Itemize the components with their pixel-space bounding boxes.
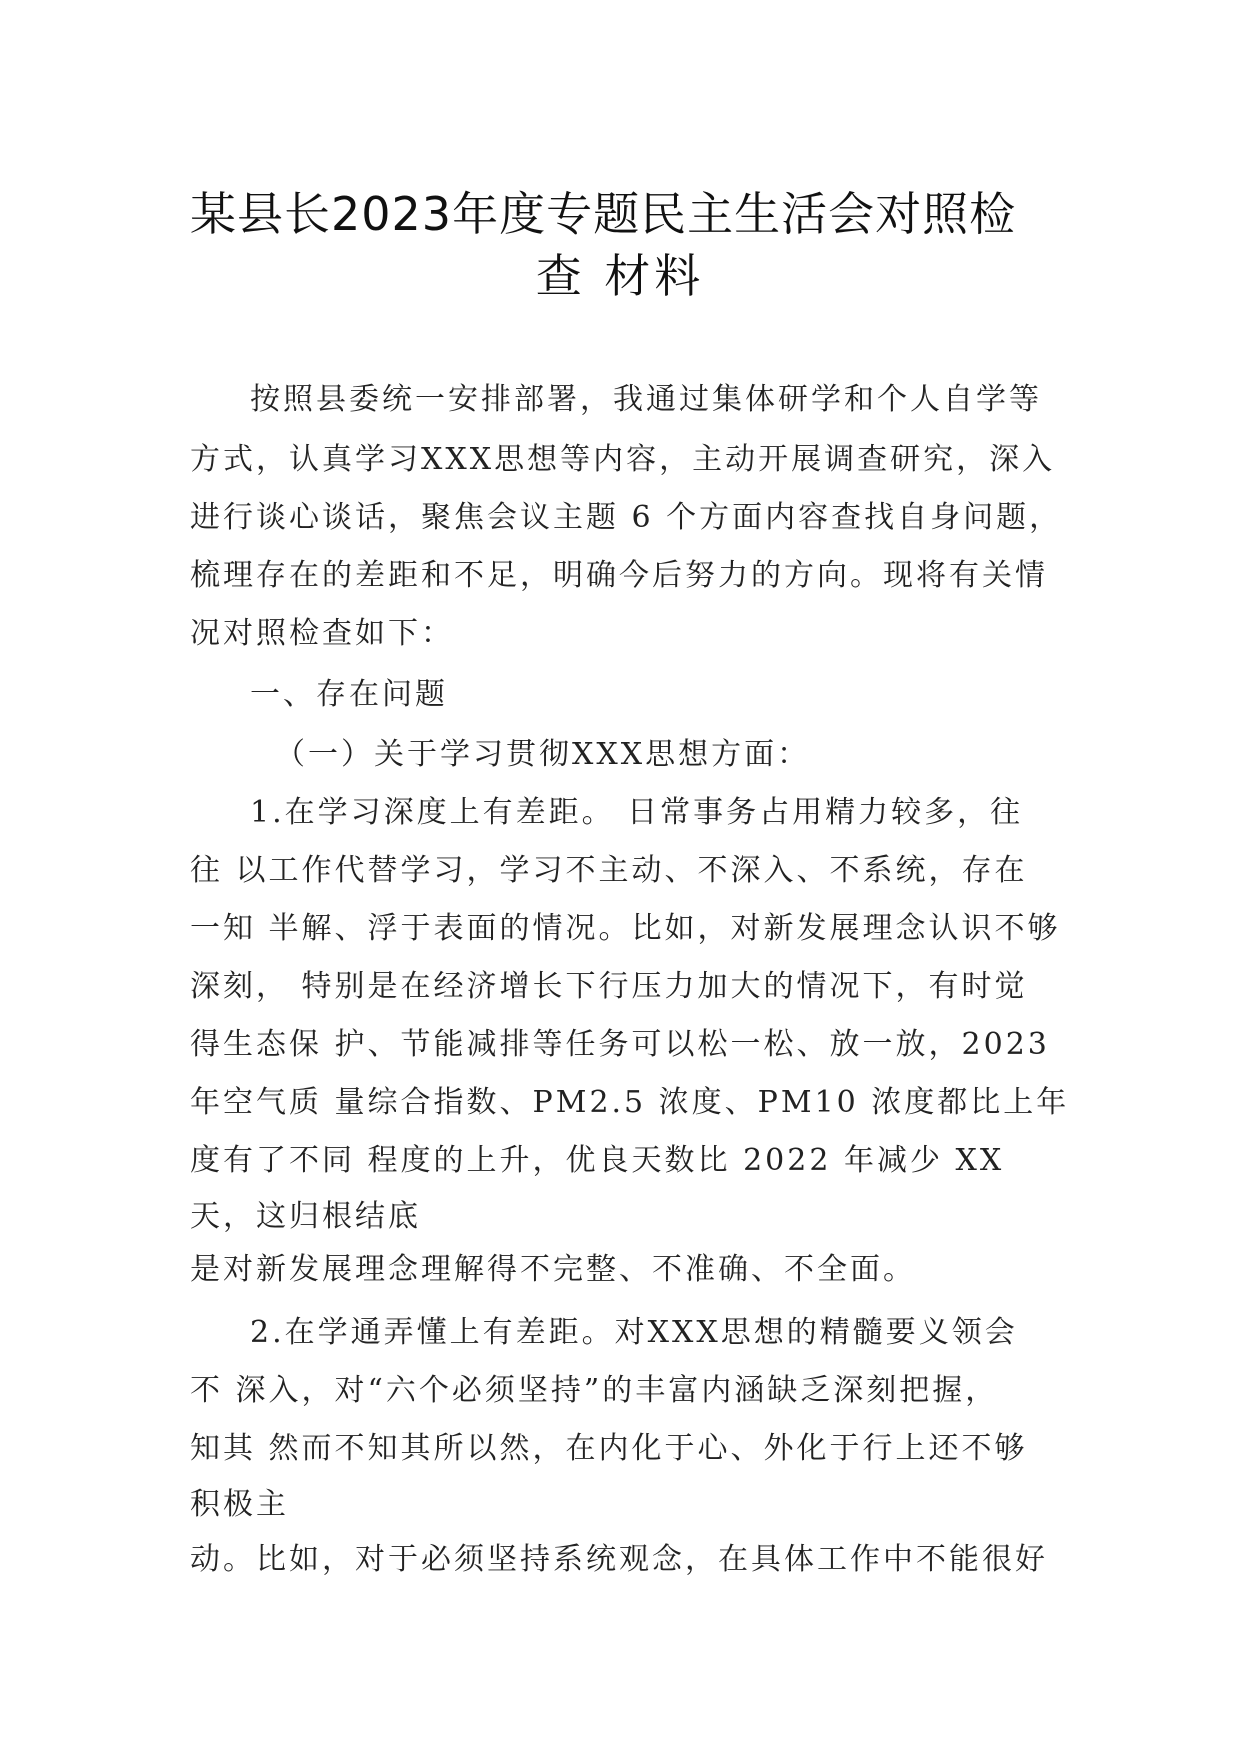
paragraph-line: 不 深入，对“六个必须坚持”的丰富内涵缺乏深刻把握， — [190, 1373, 999, 1408]
subsection-heading: （一）关于学习贯彻XXX思想方面： — [275, 737, 811, 772]
document-title-line-1: 某县长2023年度专题民主生活会对照检 — [190, 187, 1017, 241]
paragraph-line: 梳理存在的差距和不足，明确今后努力的方向。现将有关情 — [190, 558, 1048, 593]
paragraph-line: 方式，认真学习XXX思想等内容，主动开展调查研究，深入 — [190, 442, 1056, 477]
paragraph-line: 知其 然而不知其所以然，在内化于心、外化于行上还不够 — [190, 1431, 1028, 1466]
paragraph-line: 2.在学通弄懂上有差距。对XXX思想的精髓要义领会 — [250, 1315, 1018, 1350]
paragraph-line: 深刻， 特别是在经济增长下行压力加大的情况下，有时觉 — [190, 969, 1028, 1004]
paragraph-line: 1.在学习深度上有差距。 日常事务占用精力较多，往 — [250, 795, 1024, 830]
paragraph-line: 年空气质 量综合指数、PM2.5 浓度、PM10 浓度都比上年 — [190, 1085, 1070, 1120]
paragraph-line: 天，这归根结底 — [190, 1199, 421, 1234]
paragraph-line: 况对照检查如下： — [190, 616, 454, 651]
paragraph-line: 度有了不同 程度的上升，优良天数比 2022 年减少 XX — [190, 1143, 1005, 1178]
paragraph-line: 按照县委统一安排部署，我通过集体研学和个人自学等 — [250, 382, 1042, 417]
section-heading: 一、存在问题 — [250, 677, 448, 712]
paragraph-line: 一知 半解、浮于表面的情况。比如，对新发展理念认识不够 — [190, 911, 1061, 946]
paragraph-line: 动。比如，对于必须坚持系统观念，在具体工作中不能很好 — [190, 1542, 1048, 1577]
document-title-line-2: 查 材料 — [535, 249, 705, 303]
paragraph-line: 得生态保 护、节能减排等任务可以松一松、放一放，2023 — [190, 1027, 1050, 1062]
paragraph-line: 是对新发展理念理解得不完整、不准确、不全面。 — [190, 1252, 916, 1287]
paragraph-line: 往 以工作代替学习，学习不主动、不深入、不系统，存在 — [190, 853, 1028, 888]
paragraph-line: 进行谈心谈话，聚焦会议主题 6 个方面内容查找自身问题， — [190, 500, 1063, 535]
paragraph-line: 积极主 — [190, 1487, 289, 1522]
